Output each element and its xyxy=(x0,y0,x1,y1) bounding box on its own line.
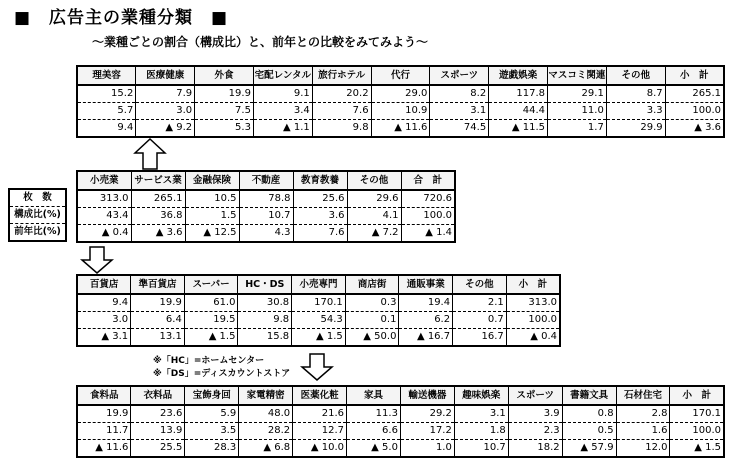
table-cell: 0.5 xyxy=(562,423,616,440)
table-cell: ▲ 1.5 xyxy=(184,329,238,347)
table-cell: 15.2 xyxy=(77,85,136,103)
table-cell: 13.1 xyxy=(131,329,185,347)
column-header: その他 xyxy=(347,171,401,190)
table-cell: 19.9 xyxy=(195,85,254,103)
table-row xyxy=(77,85,724,103)
table-cell: 44.4 xyxy=(489,103,548,120)
table-row xyxy=(77,423,724,440)
table-cell: 720.6 xyxy=(401,190,455,208)
table-cell: 3.1 xyxy=(430,103,489,120)
table-cell: 15.8 xyxy=(238,329,292,347)
column-header: 家具 xyxy=(347,386,401,405)
table-cell: 3.0 xyxy=(136,103,195,120)
table-cell: 3.1 xyxy=(454,405,508,423)
table-cell: 78.8 xyxy=(239,190,293,208)
column-header: 宝飾身回 xyxy=(185,386,239,405)
column-header: 理美容 xyxy=(77,66,136,85)
table-cell: ▲ 3.6 xyxy=(665,120,724,138)
table-cell: 9.4 xyxy=(77,294,131,312)
column-header: 書籍文具 xyxy=(562,386,616,405)
column-header: スーパー xyxy=(184,275,238,294)
table-cell: ▲ 50.0 xyxy=(345,329,399,347)
industry-total-table xyxy=(76,170,456,243)
column-header: その他 xyxy=(453,275,507,294)
table-cell: 21.6 xyxy=(293,405,347,423)
table-cell: 9.1 xyxy=(253,85,312,103)
table-cell: 100.0 xyxy=(401,208,455,225)
table-cell: 7.5 xyxy=(195,103,254,120)
table-cell: 2.8 xyxy=(616,405,670,423)
table-cell: ▲ 11.6 xyxy=(371,120,430,138)
table-row xyxy=(77,329,560,347)
table-cell: 313.0 xyxy=(506,294,560,312)
column-header: その他 xyxy=(606,66,665,85)
table-cell: ▲ 3.6 xyxy=(131,225,185,243)
table-cell: 3.4 xyxy=(253,103,312,120)
arrow-down-icon xyxy=(300,352,334,382)
arrow-up-icon xyxy=(133,137,167,171)
column-header: 家電精密 xyxy=(239,386,293,405)
column-header: 百貨店 xyxy=(77,275,131,294)
table-cell: 2.1 xyxy=(453,294,507,312)
column-header: 旅行ホテル xyxy=(312,66,371,85)
table-cell: 100.0 xyxy=(506,312,560,329)
column-header: 小売専門 xyxy=(292,275,346,294)
table-cell: 11.0 xyxy=(548,103,607,120)
table-cell: ▲ 11.6 xyxy=(77,440,131,458)
specialty-retail-table xyxy=(76,385,725,458)
table-cell: 61.0 xyxy=(184,294,238,312)
table-cell: 265.1 xyxy=(131,190,185,208)
service-breakdown-table xyxy=(76,65,725,138)
column-header: サービス業 xyxy=(131,171,185,190)
table-cell: 3.6 xyxy=(293,208,347,225)
table-cell: 23.6 xyxy=(131,405,185,423)
table-cell: 170.1 xyxy=(292,294,346,312)
note-ds: ※「DS」=ディスカウントストア xyxy=(153,369,291,379)
table-cell: 48.0 xyxy=(239,405,293,423)
column-header: 通販事業 xyxy=(399,275,453,294)
table-cell: 9.4 xyxy=(77,120,136,138)
table-cell: 19.4 xyxy=(399,294,453,312)
table-cell: ▲ 0.4 xyxy=(77,225,131,243)
table-cell: 6.2 xyxy=(399,312,453,329)
column-header: HC・DS xyxy=(238,275,292,294)
table-row xyxy=(77,190,455,208)
table-cell: 2.3 xyxy=(508,423,562,440)
table-cell: 19.9 xyxy=(131,294,185,312)
table-cell: 29.6 xyxy=(347,190,401,208)
table-cell: 1.0 xyxy=(400,440,454,458)
table-cell: 36.8 xyxy=(131,208,185,225)
column-header: 食料品 xyxy=(77,386,131,405)
table-cell: 8.7 xyxy=(606,85,665,103)
table-cell: 100.0 xyxy=(670,423,724,440)
table-cell: 7.6 xyxy=(293,225,347,243)
column-header: 準百貨店 xyxy=(131,275,185,294)
column-header: 小 計 xyxy=(665,66,724,85)
table-row xyxy=(77,294,560,312)
table-cell: ▲ 1.5 xyxy=(670,440,724,458)
column-header: 医薬化粧 xyxy=(293,386,347,405)
table-cell: 100.0 xyxy=(665,103,724,120)
column-header: 宅配レンタル xyxy=(253,66,312,85)
table-row xyxy=(77,405,724,423)
table-row xyxy=(77,225,455,243)
retail-breakdown-table xyxy=(76,274,561,347)
table-cell: ▲ 12.5 xyxy=(185,225,239,243)
table-cell: ▲ 1.4 xyxy=(401,225,455,243)
column-header: 石材住宅 xyxy=(616,386,670,405)
table-cell: 1.7 xyxy=(548,120,607,138)
row-label-table xyxy=(8,188,67,242)
table-cell: 6.4 xyxy=(131,312,185,329)
table-cell: 6.6 xyxy=(347,423,401,440)
table-cell: 1.8 xyxy=(454,423,508,440)
column-header: スポーツ xyxy=(508,386,562,405)
column-header: 趣味娯楽 xyxy=(454,386,508,405)
column-header: スポーツ xyxy=(430,66,489,85)
table-cell: 20.2 xyxy=(312,85,371,103)
table-cell: 9.8 xyxy=(238,312,292,329)
table-cell: ▲ 9.2 xyxy=(136,120,195,138)
table-row xyxy=(77,312,560,329)
table-cell: ▲ 6.8 xyxy=(239,440,293,458)
table-cell: 29.2 xyxy=(400,405,454,423)
column-header: 小 計 xyxy=(506,275,560,294)
table-cell: 5.7 xyxy=(77,103,136,120)
table-cell: 10.7 xyxy=(454,440,508,458)
column-header: 合 計 xyxy=(401,171,455,190)
table-cell: ▲ 57.9 xyxy=(562,440,616,458)
column-header: 代行 xyxy=(371,66,430,85)
column-header: マスコミ関連 xyxy=(548,66,607,85)
table-cell: 0.1 xyxy=(345,312,399,329)
table-cell: 29.9 xyxy=(606,120,665,138)
table-cell: 3.0 xyxy=(77,312,131,329)
table-cell: ▲ 5.0 xyxy=(347,440,401,458)
page-title: ■ 広告主の業種分類 ■ xyxy=(14,8,229,28)
column-header: 医療健康 xyxy=(136,66,195,85)
table-cell: ▲ 10.0 xyxy=(293,440,347,458)
table-cell: ▲ 1.5 xyxy=(292,329,346,347)
table-cell: ▲ 0.4 xyxy=(506,329,560,347)
row-label-share: 構成比(%) xyxy=(9,207,66,224)
table-cell: 25.5 xyxy=(131,440,185,458)
column-header: 外食 xyxy=(195,66,254,85)
table-cell: 0.7 xyxy=(453,312,507,329)
column-header: 商店街 xyxy=(345,275,399,294)
table-cell: 12.7 xyxy=(293,423,347,440)
column-header: 遊戯娯楽 xyxy=(489,66,548,85)
table-cell: 170.1 xyxy=(670,405,724,423)
table-cell: 4.1 xyxy=(347,208,401,225)
table-cell: ▲ 3.1 xyxy=(77,329,131,347)
table-cell: 3.3 xyxy=(606,103,665,120)
table-cell: 54.3 xyxy=(292,312,346,329)
table-cell: ▲ 11.5 xyxy=(489,120,548,138)
table-cell: 5.9 xyxy=(185,405,239,423)
table-cell: 1.5 xyxy=(185,208,239,225)
column-header: 衣料品 xyxy=(131,386,185,405)
table-cell: 29.0 xyxy=(371,85,430,103)
table-cell: 13.9 xyxy=(131,423,185,440)
table-cell: 3.9 xyxy=(508,405,562,423)
table-cell: 28.3 xyxy=(185,440,239,458)
table-cell: 9.8 xyxy=(312,120,371,138)
table-cell: 7.6 xyxy=(312,103,371,120)
column-header: 輸送機器 xyxy=(400,386,454,405)
table-cell: 117.8 xyxy=(489,85,548,103)
table-cell: 29.1 xyxy=(548,85,607,103)
column-header: 不動産 xyxy=(239,171,293,190)
table-cell: 16.7 xyxy=(453,329,507,347)
column-header: 教育教養 xyxy=(293,171,347,190)
table-cell: 74.5 xyxy=(430,120,489,138)
table-row xyxy=(77,440,724,458)
table-cell: ▲ 1.1 xyxy=(253,120,312,138)
table-cell: 30.8 xyxy=(238,294,292,312)
table-cell: 10.9 xyxy=(371,103,430,120)
note-hc: ※「HC」=ホームセンター xyxy=(153,356,265,366)
table-cell: 4.3 xyxy=(239,225,293,243)
table-cell: 43.4 xyxy=(77,208,131,225)
row-label-count: 枚 数 xyxy=(23,192,52,203)
table-cell: 25.6 xyxy=(293,190,347,208)
arrow-down-icon xyxy=(80,245,114,275)
table-cell: 17.2 xyxy=(400,423,454,440)
table-cell: 7.9 xyxy=(136,85,195,103)
page-subtitle: 〜業種ごとの割合（構成比）と、前年との比較をみてみよう〜 xyxy=(92,35,429,49)
table-row xyxy=(77,120,724,138)
column-header: 小 計 xyxy=(670,386,724,405)
table-cell: 8.2 xyxy=(430,85,489,103)
table-cell: 3.5 xyxy=(185,423,239,440)
table-cell: 11.3 xyxy=(347,405,401,423)
table-row xyxy=(77,103,724,120)
table-cell: 28.2 xyxy=(239,423,293,440)
table-cell: 18.2 xyxy=(508,440,562,458)
table-cell: 313.0 xyxy=(77,190,131,208)
table-cell: 1.6 xyxy=(616,423,670,440)
table-cell: ▲ 7.2 xyxy=(347,225,401,243)
table-row xyxy=(77,208,455,225)
table-cell: ▲ 16.7 xyxy=(399,329,453,347)
table-cell: 0.8 xyxy=(562,405,616,423)
table-cell: 12.0 xyxy=(616,440,670,458)
column-header: 金融保険 xyxy=(185,171,239,190)
table-cell: 0.3 xyxy=(345,294,399,312)
table-cell: 10.7 xyxy=(239,208,293,225)
table-cell: 5.3 xyxy=(195,120,254,138)
row-label-yoy: 前年比(%) xyxy=(9,224,66,242)
table-cell: 10.5 xyxy=(185,190,239,208)
table-cell: 11.7 xyxy=(77,423,131,440)
table-cell: 19.5 xyxy=(184,312,238,329)
column-header: 小売業 xyxy=(77,171,131,190)
table-cell: 265.1 xyxy=(665,85,724,103)
table-cell: 19.9 xyxy=(77,405,131,423)
